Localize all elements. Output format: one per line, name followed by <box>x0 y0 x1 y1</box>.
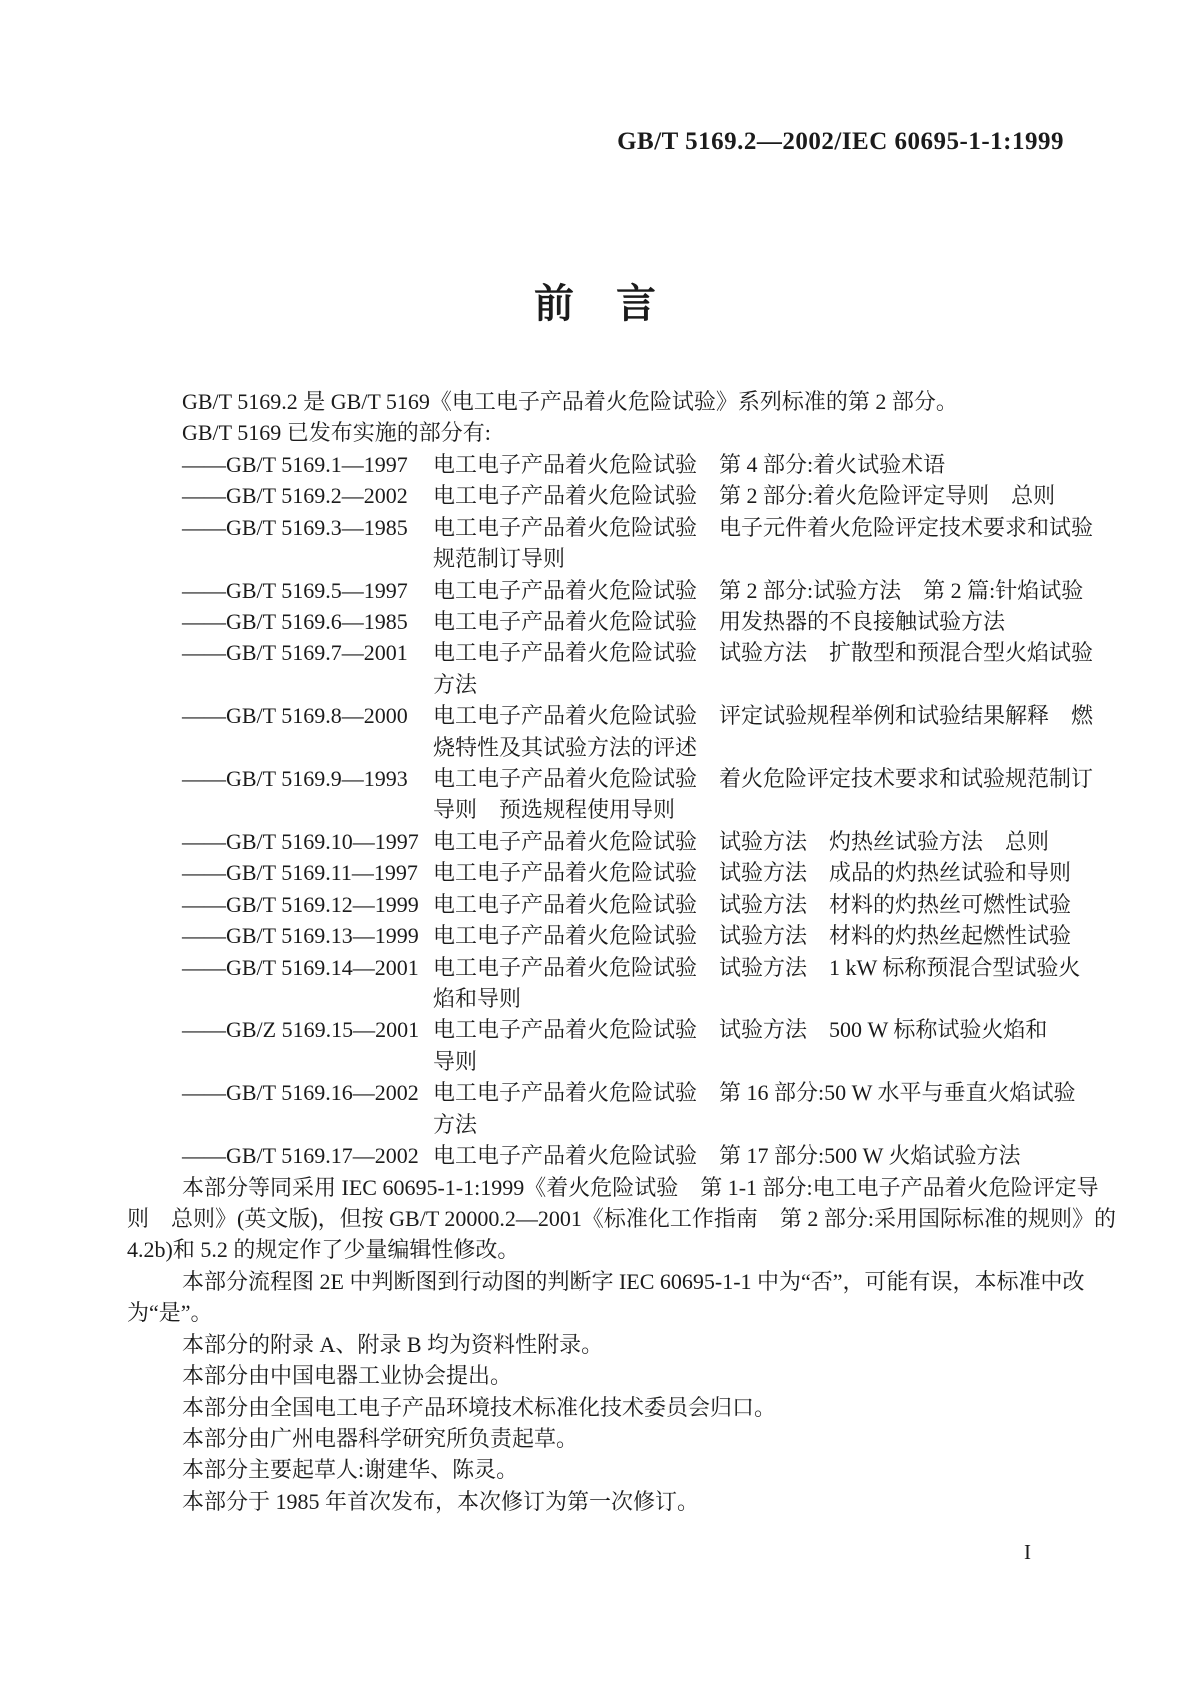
paragraph-line: 本部分流程图 2E 中判断图到行动图的判断字 IEC 60695-1-1 中为“否”，可能有误，本标准中改 <box>182 1268 1085 1294</box>
standard-list-item <box>182 480 1067 511</box>
paragraph-line: 则 总则》(英文版)，但按 GB/T 20000.2—2001《标准化工作指南 第 2 部分:采用国际标准的规则》的 <box>127 1205 1116 1231</box>
standard-title-line: 电工电子产品着火危险试验 第 2 部分:着火危险评定导则 总则 <box>433 483 1056 509</box>
standard-list-item <box>182 637 1094 700</box>
standard-title-line: 电工电子产品着火危险试验 试验方法 材料的灼热丝可燃性试验 <box>433 891 1072 917</box>
standard-title-line: 电工电子产品着火危险试验 着火危险评定技术要求和试验规范制订 <box>433 766 1094 792</box>
standard-list-item <box>182 920 1072 951</box>
standard-code: ——GB/T 5169.13—1999 <box>182 923 419 949</box>
standard-list-item <box>182 512 1094 575</box>
standard-code: ——GB/T 5169.1—1997 <box>182 451 408 477</box>
paragraph-line: 本部分等同采用 IEC 60695-1-1:1999《着火危险试验 第 1-1 部分:电工电子产品着火危险评定导 <box>182 1174 1099 1200</box>
standard-code-header: GB/T 5169.2—2002/IEC 60695-1-1:1999 <box>617 128 1064 155</box>
standard-list-item <box>182 763 1094 826</box>
standard-list-item <box>182 1014 1067 1077</box>
standard-title-line: 方法 <box>433 1111 478 1137</box>
standard-title-line: 电工电子产品着火危险试验 试验方法 灼热丝试验方法 总则 <box>433 828 1050 854</box>
standard-code: ——GB/T 5169.9—1993 <box>182 766 408 792</box>
standard-list-item <box>182 1140 1067 1171</box>
standard-code: ——GB/T 5169.7—2001 <box>182 640 408 666</box>
standard-title-line: 电工电子产品着火危险试验 试验方法 成品的灼热丝试验和导则 <box>433 860 1072 886</box>
standard-title-line: 烧特性及其试验方法的评述 <box>433 734 698 760</box>
standard-list-item <box>182 449 1067 480</box>
standard-code: ——GB/T 5169.3—1985 <box>182 514 408 540</box>
standard-title-line: 电工电子产品着火危险试验 第 16 部分:50 W 水平与垂直火焰试验 <box>433 1080 1076 1106</box>
standard-code: ——GB/Z 5169.15—2001 <box>182 1017 420 1043</box>
standard-code: ——GB/T 5169.6—1985 <box>182 608 408 634</box>
page-title: 前 言 <box>534 282 657 326</box>
standard-list-item <box>182 606 1067 637</box>
standard-list-item <box>182 826 1067 857</box>
standard-title-line: 电工电子产品着火危险试验 试验方法 500 W 标称试验火焰和 <box>433 1017 1048 1043</box>
standard-title-line: 电工电子产品着火危险试验 电子元件着火危险评定技术要求和试验 <box>433 514 1094 540</box>
standard-title-line: 电工电子产品着火危险试验 试验方法 材料的灼热丝起燃性试验 <box>433 923 1072 949</box>
paragraph-line: 本部分由中国电器工业协会提出。 <box>182 1363 513 1389</box>
standard-title-line: 导则 预选规程使用导则 <box>433 797 676 823</box>
standard-code: ——GB/T 5169.2—2002 <box>182 483 408 509</box>
standard-code: ——GB/T 5169.11—1997 <box>182 860 418 886</box>
standard-code: ——GB/T 5169.5—1997 <box>182 577 408 603</box>
standard-code: ——GB/T 5169.16—2002 <box>182 1080 419 1106</box>
standard-list-item <box>182 889 1072 920</box>
paragraph-line: 本部分的附录 A、附录 B 均为资料性附录。 <box>182 1331 604 1357</box>
standard-list-item <box>182 952 1081 1015</box>
standard-code: ——GB/T 5169.17—2002 <box>182 1143 419 1169</box>
standard-list-item <box>182 700 1094 763</box>
page-number: I <box>1024 1540 1031 1564</box>
foreword-body <box>127 386 1116 1517</box>
paragraph-line: 本部分主要起草人:谢建华、陈灵。 <box>182 1457 519 1483</box>
paragraph-line: 本部分由全国电工电子产品环境技术标准化技术委员会归口。 <box>182 1394 777 1420</box>
standard-title-line: 电工电子产品着火危险试验 第 2 部分:试验方法 第 2 篇:针焰试验 <box>433 577 1084 603</box>
standard-list-item <box>182 1077 1076 1140</box>
standard-title-line: 电工电子产品着火危险试验 用发热器的不良接触试验方法 <box>433 608 1006 634</box>
intro-paragraph: GB/T 5169.2 是 GB/T 5169《电工电子产品着火危险试验》系列标准的第 2 部分。 <box>182 389 958 414</box>
paragraph-line: 4.2b)和 5.2 的规定作了少量编辑性修改。 <box>127 1237 520 1263</box>
paragraph-line: 本部分于 1985 年首次发布，本次修订为第一次修订。 <box>182 1488 700 1514</box>
standard-list-item <box>182 575 1084 606</box>
standard-code: ——GB/T 5169.14—2001 <box>182 954 419 980</box>
standard-title-line: 规范制订导则 <box>433 546 566 572</box>
standard-title-line: 电工电子产品着火危险试验 试验方法 1 kW 标称预混合型试验火 <box>433 954 1081 980</box>
paragraph-line: 为“是”。 <box>127 1300 213 1326</box>
standard-code: ——GB/T 5169.12—1999 <box>182 891 419 917</box>
standard-title-line: 电工电子产品着火危险试验 第 17 部分:500 W 火焰试验方法 <box>433 1143 1021 1169</box>
paragraph-line: 本部分由广州电器科学研究所负责起草。 <box>182 1425 579 1451</box>
standard-list-item <box>182 857 1072 888</box>
standard-title-line: 焰和导则 <box>433 986 522 1012</box>
standard-title-line: 电工电子产品着火危险试验 评定试验规程举例和试验结果解释 燃 <box>433 703 1094 729</box>
standard-title-line: 导则 <box>433 1048 478 1074</box>
intro-paragraph: GB/T 5169 已发布实施的部分有: <box>182 420 491 446</box>
standard-code: ——GB/T 5169.10—1997 <box>182 828 419 854</box>
standard-title-line: 电工电子产品着火危险试验 第 4 部分:着火试验术语 <box>433 451 946 477</box>
standard-code: ——GB/T 5169.8—2000 <box>182 703 408 729</box>
standard-title-line: 电工电子产品着火危险试验 试验方法 扩散型和预混合型火焰试验 <box>433 640 1094 666</box>
standard-title-line: 方法 <box>433 671 478 697</box>
